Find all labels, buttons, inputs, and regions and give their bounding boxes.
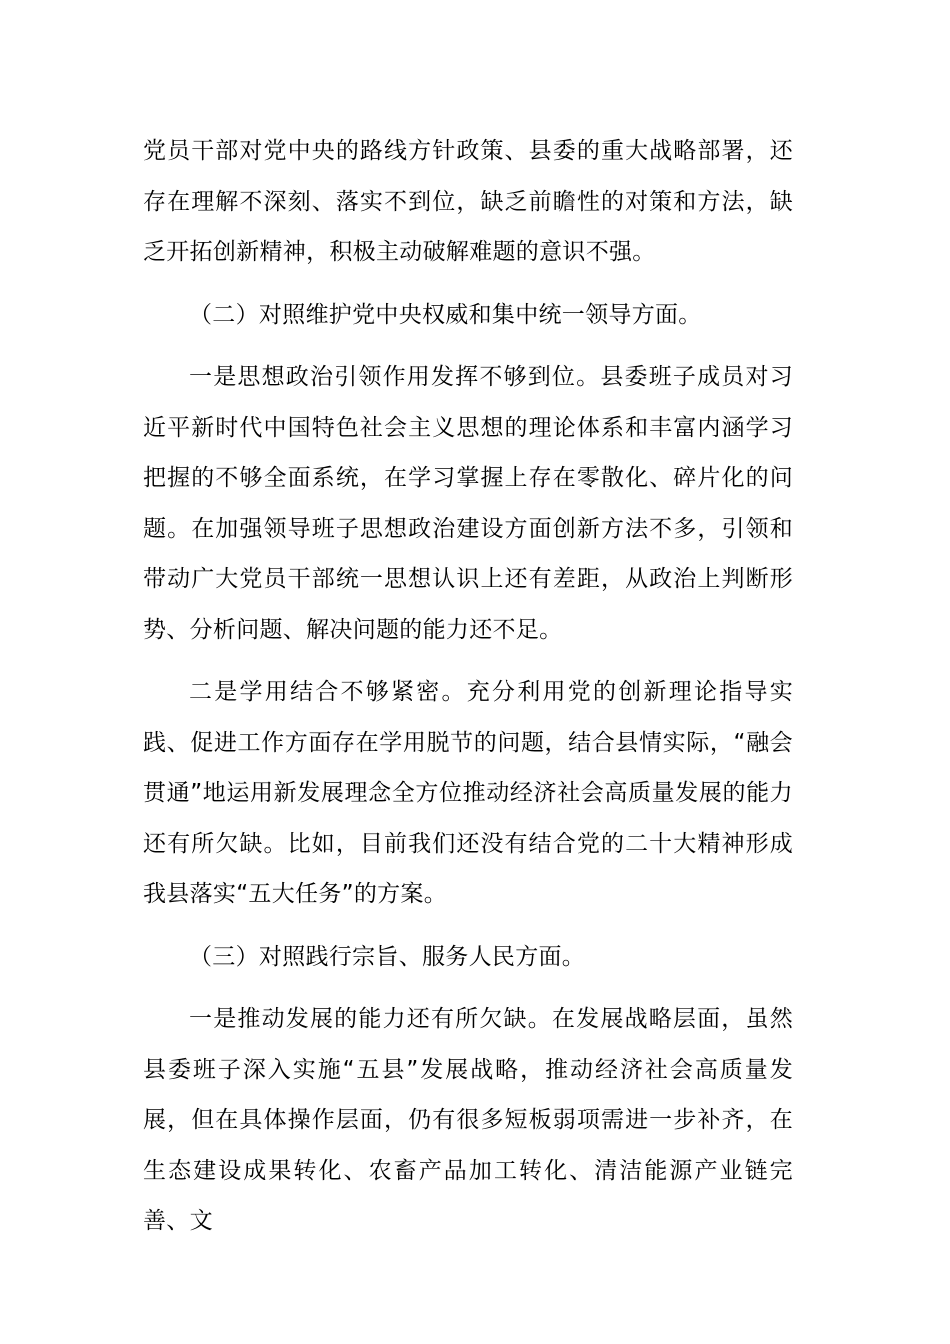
paragraph-continuation: 党员干部对党中央的路线方针政策、县委的重大战略部署，还存在理解不深刻、落实不到位，缺乏前瞻性的对策和方法，缺乏开拓创新精神，积极主动破解难题的意识不强。	[143, 138, 793, 265]
section-heading-two: （二）对照维护党中央权威和集中统一领导方面。	[189, 301, 702, 328]
paragraph-development-capability: 一是推动发展的能力还有所欠缺。在发展战略层面，虽然县委班子深入实施“五县”发展战略，推动经济社会高质量发展，但在具体操作层面，仍有很多短板弱项需进一步补齐，在生态建设成果转化、农畜产品加工转化、清洁能源产业链完善、文	[143, 1006, 793, 1234]
paragraph-political-guidance: 一是思想政治引领作用发挥不够到位。县委班子成员对习近平新时代中国特色社会主义思想的理论体系和丰富内涵学习把握的不够全面系统，在学习掌握上存在零散化、碎片化的问题。在加强领导班子思想政治建设方面创新方法不多，引领和带动广大党员干部统一思想认识上还有差距，从政治上判断形势、分析问题、解决问题的能力还不足。	[143, 364, 793, 643]
section-heading-three: （三）对照践行宗旨、服务人民方面。	[189, 943, 586, 970]
paragraph-learning-application: 二是学用结合不够紧密。充分利用党的创新理论指导实践、促进工作方面存在学用脱节的问题，结合县情实际，“融会贯通”地运用新发展理念全方位推动经济社会高质量发展的能力还有所欠缺。比如，目前我们还没有结合党的二十大精神形成我县落实“五大任务”的方案。	[143, 679, 793, 907]
document-body	[143, 126, 793, 1259]
